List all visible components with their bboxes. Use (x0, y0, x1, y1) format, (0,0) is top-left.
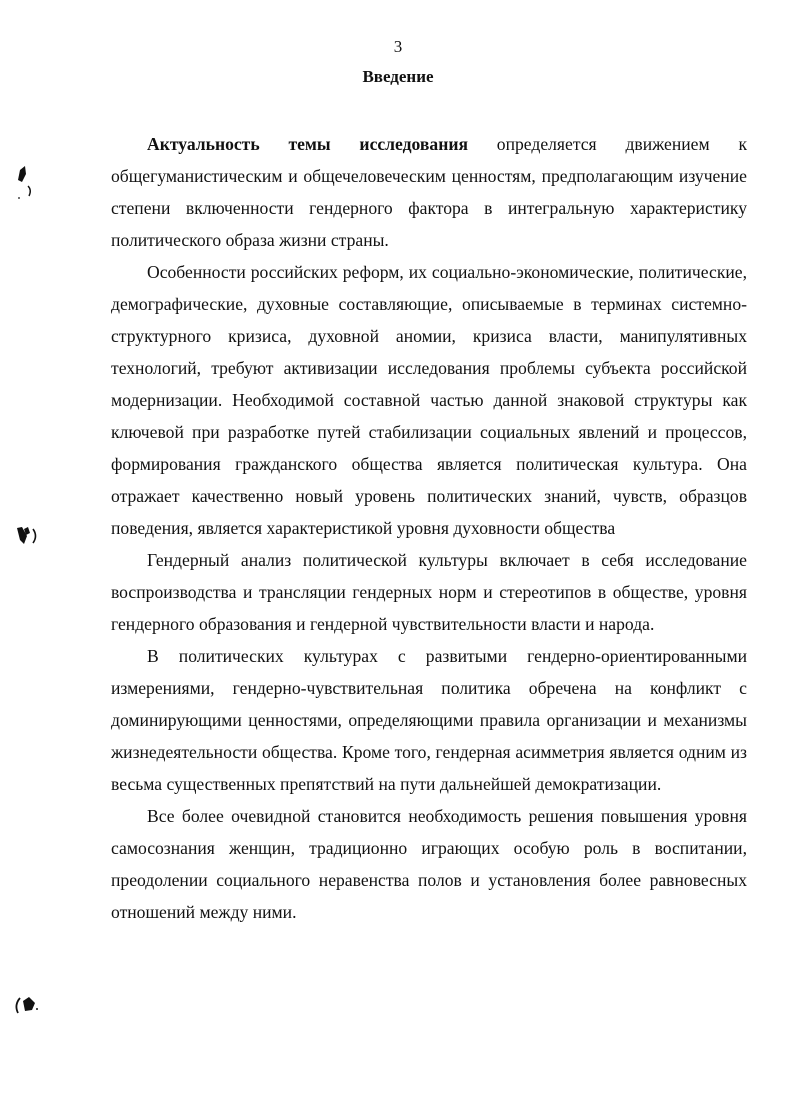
scan-mark-middle (14, 523, 40, 549)
page-title: Введение (362, 67, 434, 86)
scan-mark-bottom (12, 993, 42, 1019)
paragraph-5: Все более очевидной становится необходимость решения повышения уровня самосознания женщин, традиционно играющих особую роль в воспитании, преодолении социального неравенства полов и установления более равновесных отношений между ними. (111, 806, 747, 922)
paragraph-2: Особенности российских реформ, их социально-экономические, политические, демографические, духовные составляющие, описываемые в терминах системно-структурного кризиса, духовной аномии, кризиса власти, манипулятивных технологий, требуют активизации исследования проблемы субъекта российской модернизации. Необходимой составной частью данной знаковой структуры как ключевой при разработке путей стабилизации социальных явлений и процессов, формирования гражданского общества является политическая культура. Она отражает качественно новый уровень политических знаний, чувств, образцов поведения, является характеристикой уровня духовности общества (111, 262, 747, 538)
scan-mark-top (14, 160, 38, 202)
paragraph-1 (111, 128, 747, 256)
document-body (111, 128, 747, 928)
paragraph-3: Гендерный анализ политической культуры включает в себя исследование воспроизводства и трансляции гендерных норм и стереотипов в обществе, уровня гендерного образования и гендерной чувствительности власти и народа. (111, 550, 747, 634)
paragraph-4: В политических культурах с развитыми гендерно-ориентированными измерениями, гендерно-чувствительная политика обречена на конфликт с доминирующими ценностями, определяющими правила организации и механизмы жизнедеятельности общества. Кроме того, гендерная асимметрия является одним из весьма существенных препятствий на пути дальнейшей демократизации. (111, 646, 747, 794)
page-number: 3 (393, 37, 403, 56)
paragraph-1-lead: Актуальность темы исследования (147, 134, 468, 154)
paragraph-1-text: определяется движением к общегуманистическим и общечеловеческим ценностям, предполагающим изучение степени включенности гендерного фактора в интегральную характеристику политического образа жизни страны. (111, 134, 747, 250)
